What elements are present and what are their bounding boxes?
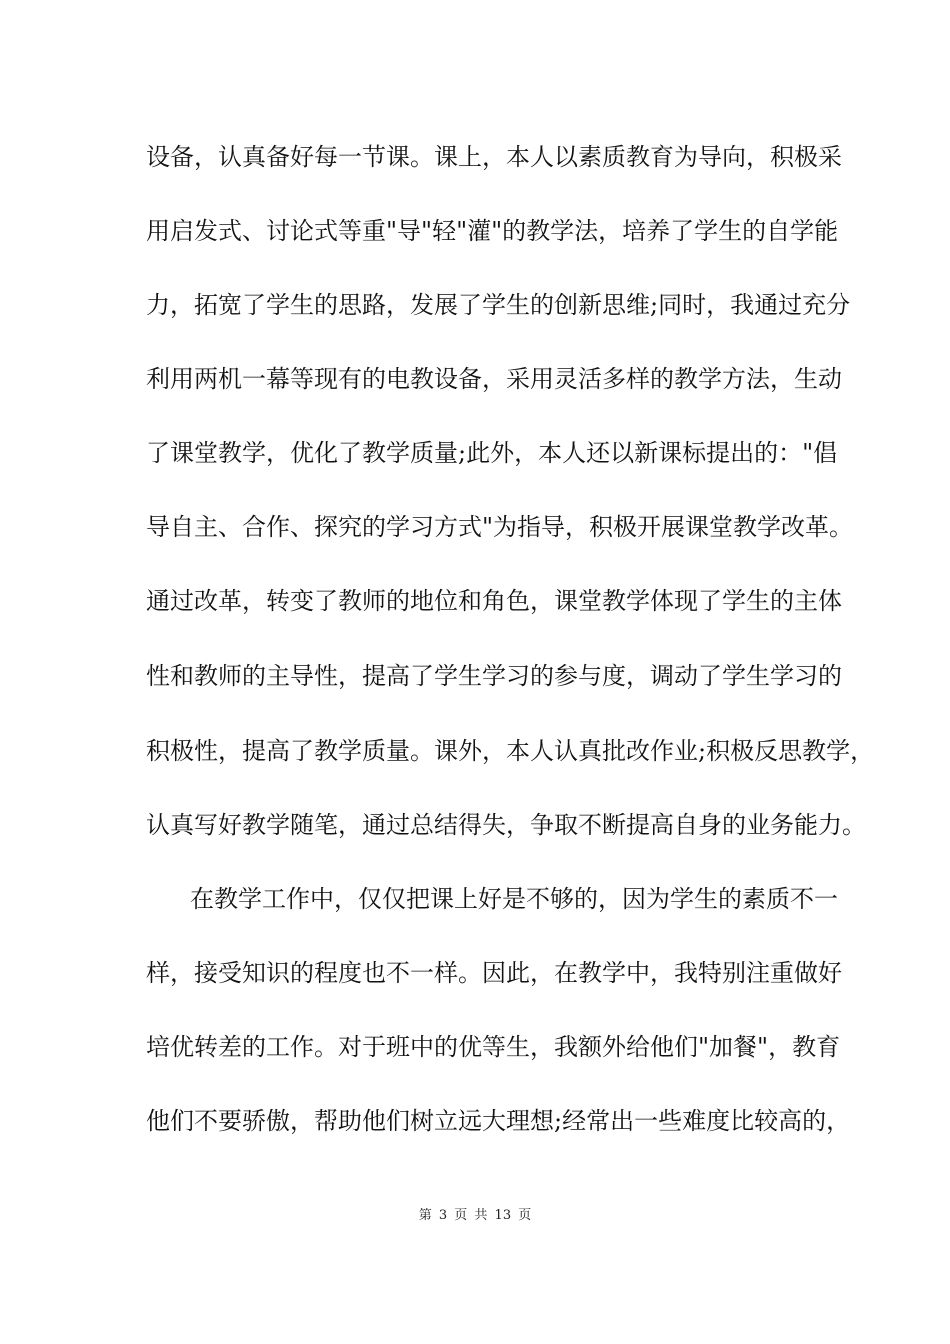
paragraph-start-line: 在教学工作中，仅仅把课上好是不够的，因为学生的素质不一 (190, 885, 838, 913)
body-text-line: 用启发式、讨论式等重"导"轻"灌"的教学法，培养了学生的自学能 (146, 217, 839, 245)
page-number-footer: 第 3 页 共 13 页 (418, 1208, 532, 1223)
body-text-line: 导自主、合作、探究的学习方式"为指导，积极开展课堂教学改革。 (146, 513, 854, 541)
body-text-line: 了课堂教学，优化了教学质量;此外，本人还以新课标提出的："倡 (146, 439, 838, 467)
body-text-line: 样，接受知识的程度也不一样。因此，在教学中，我特别注重做好 (146, 959, 842, 987)
body-text-line: 他们不要骄傲，帮助他们树立远大理想;经常出一些难度比较高的， (146, 1107, 851, 1135)
body-text-line: 性和教师的主导性，提高了学生学习的参与度，调动了学生学习的 (146, 662, 842, 690)
body-text-line: 积极性，提高了教学质量。课外，本人认真批改作业;积极反思教学， (146, 737, 875, 765)
body-text-line: 力，拓宽了学生的思路，发展了学生的创新思维;同时，我通过充分 (146, 291, 851, 319)
body-text-line: 认真写好教学随笔，通过总结得失，争取不断提高自身的业务能力。 (146, 811, 866, 839)
body-text-line: 通过改革，转变了教师的地位和角色，课堂教学体现了学生的主体 (146, 587, 842, 615)
body-text-line: 设备，认真备好每一节课。课上，本人以素质教育为导向，积极采 (146, 143, 842, 171)
body-text-line: 利用两机一幕等现有的电教设备，采用灵活多样的教学方法，生动 (146, 365, 842, 393)
body-text-line: 培优转差的工作。对于班中的优等生，我额外给他们"加餐"，教育 (146, 1033, 841, 1061)
